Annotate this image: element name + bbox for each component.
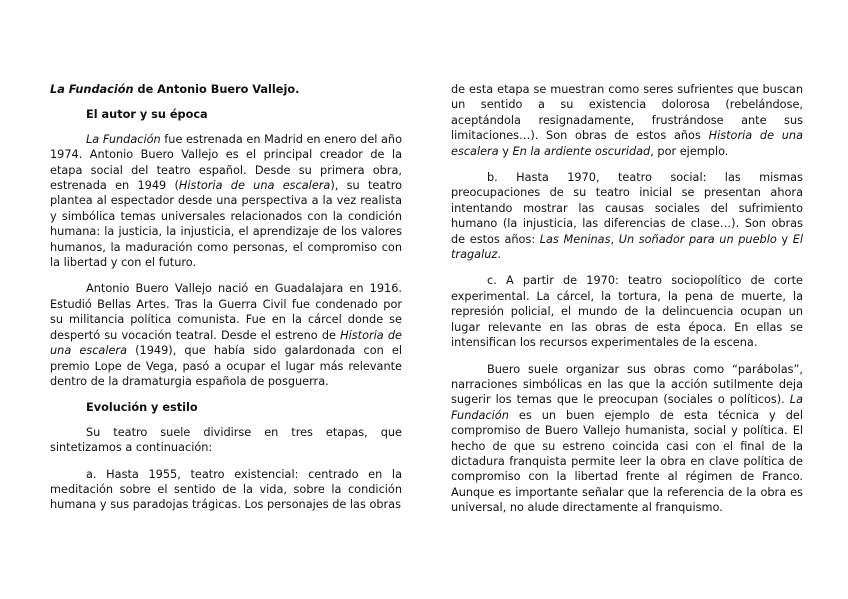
paragraph-text: y [498,144,513,158]
paragraph-stage-c: c. A partir de 1970: teatro sociopolítico de corte experimental. La cárcel, la tortura, la pena de muerte, la represión policial, el mundo de la delincuencia ocupan un lugar relevante en las obras de esta época. En ellas se intensifican los recursos experimentales de la escena. [451,274,803,350]
paragraph-biography [50,281,402,389]
italic-title: Historia de una escalera [178,179,331,193]
italic-title: En la ardiente oscuridad [512,144,651,158]
title-italic: La Fundación [50,83,134,96]
paragraph-intro [50,132,402,271]
paragraph-text: , [610,232,619,246]
paragraph-stage-a: a. Hasta 1955, teatro existencial: centrado en la meditación sobre el sentido de la vida, sobre la condición humana y sus paradojas trágicas. Los personajes de las obras [50,467,402,512]
paragraph-stage-b [451,170,803,262]
heading-evolution: Evolución y estilo [86,401,198,415]
left-column [50,82,402,524]
paragraph-text: fue estrenada en Madrid en enero del año 1974. Antonio Buero Vallejo es el principal creador de la etapa social del teatro español. Desde su primera obra, estrenada en 1949 ( [50,132,402,193]
paragraph-text: y [776,232,793,246]
heading-author: El autor y su época [86,108,208,122]
paragraph-text: Buero suele organizar sus obras como “parábolas”, narraciones simbólicas en las que la acción sutilmente deja sugerir los temas que le preocupan (sociales o políticos). [451,362,803,407]
italic-title: El tragaluz [451,232,803,262]
paragraph-text: (1949), que había sido galardonada con el premio Lope de Vega, pasó a ocupar el lugar más relevante dentro de la dramaturgia española de posguerra. [50,344,402,388]
paragraph-text: es un buen ejemplo de esta técnica y del compromiso de Buero Vallejo humanista, social y política. El hecho de que su estreno coincida casi con el final de la dictadura franquista permite leer la obra en clave política de compromiso con la libertad frente al régimen de Franco. Aunque es importante señalar que la referencia de la obra es universal, no alude directamente al franquismo. [451,408,803,515]
italic-title: La Fundación [86,132,161,146]
italic-title: La Fundación [451,393,803,422]
document-title [50,82,402,97]
right-column [451,82,803,527]
paragraph-stage-a-continued [451,82,803,159]
paragraph-text: . [497,248,501,262]
paragraph-text: de esta etapa se muestran como seres sufrientes que buscan un sentido a su existencia dolorosa (rebelándose, aceptándola resignadamente, frustrándose ante sus limitaciones…). Son obras de estos años [451,83,803,143]
paragraph-text: , por ejemplo. [650,144,729,158]
paragraph-parables [451,362,803,516]
paragraph-stages-intro: Su teatro suele dividirse en tres etapas, que sintetizamos a continuación: [50,425,402,455]
italic-title: Las Meninas [539,232,611,246]
paragraph-text: b. Hasta 1970, teatro social: las mismas preocupaciones de su teatro inicial se presentan ahora intentando mostrar las causas sociales del sufrimiento humano (la injusticia, las diferencias de clase…). Son obras de estos años: [451,171,803,246]
paragraph-text: ), su teatro plantea al espectador desde una perspectiva a la vez realista y simbólica temas universales relacionados con la condición humana: la justicia, la injusticia, el aprendizaje de los valores humanos, la maduración como personas, el compromiso con la libertad y con el futuro. [50,179,403,270]
italic-title: Historia de una escalera [451,129,803,158]
paragraph-text: Antonio Buero Vallejo nació en Guadalajara en 1916. Estudió Bellas Artes. Tras la Guerra Civil fue condenado por su militancia política comunista. Fue en la cárcel donde se despertó su vocación teatral. Desde el estreno de [50,282,402,342]
italic-title: Un soñador para un pueblo [618,232,777,246]
italic-title: Historia de una escalera [50,328,403,358]
title-rest: de Antonio Buero Vallejo. [133,83,300,96]
